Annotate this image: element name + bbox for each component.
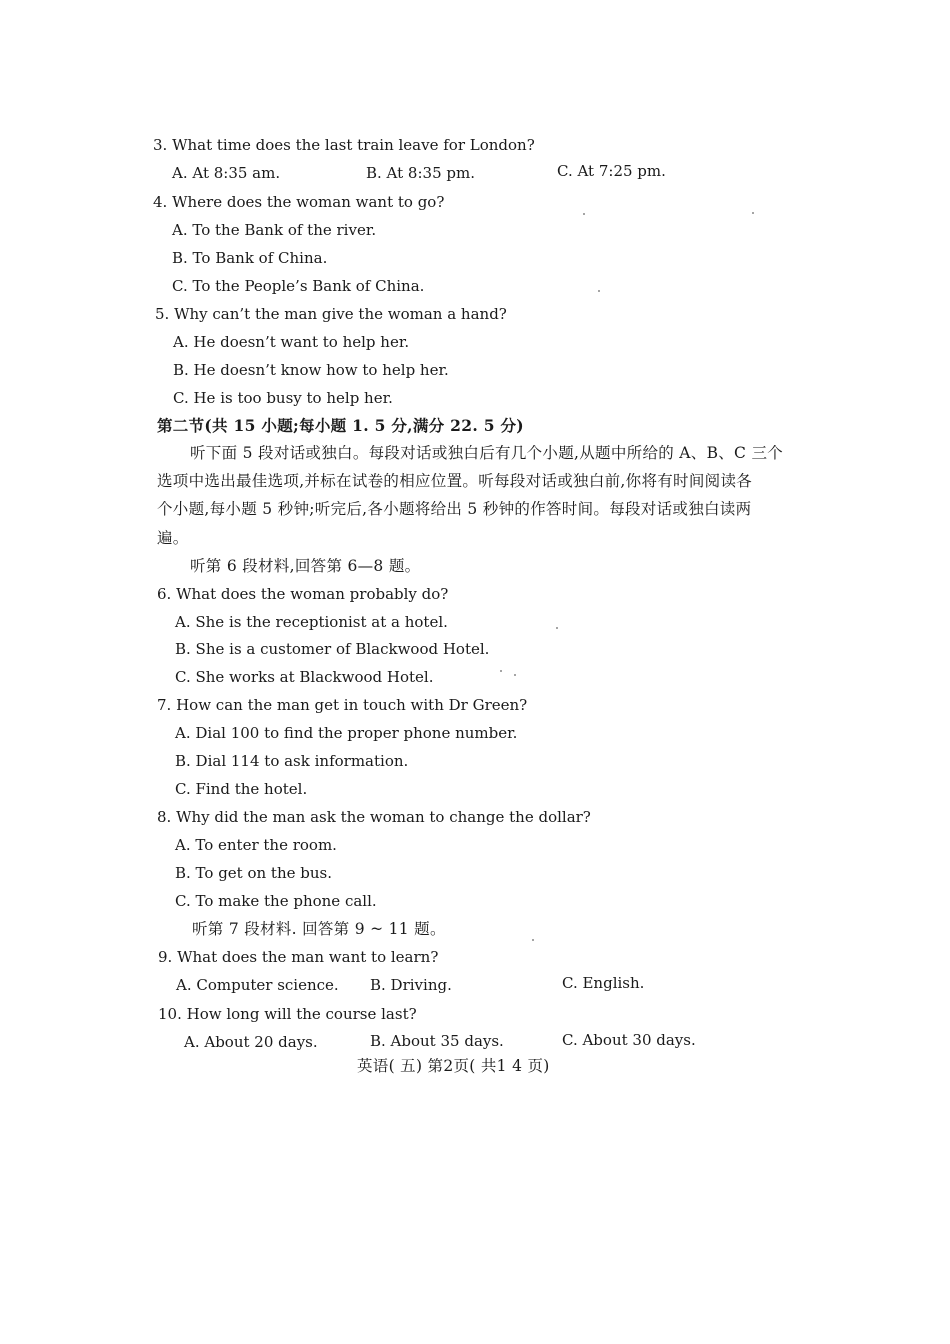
q8-option-b: B. To get on the bus. xyxy=(175,864,332,882)
q3-option-c: C. At 7:25 pm. xyxy=(557,162,666,180)
q5-stem: 5. Why can’t the man give the woman a hand? xyxy=(155,305,507,323)
q3-option-b: B. At 8:35 pm. xyxy=(366,164,475,182)
q6-option-a: A. She is the receptionist at a hotel. xyxy=(175,613,448,631)
q6-option-c: C. She works at Blackwood Hotel. xyxy=(175,668,434,686)
scan-speck xyxy=(583,213,585,215)
q5-option-c: C. He is too busy to help her. xyxy=(173,389,393,407)
q7-option-b: B. Dial 114 to ask information. xyxy=(175,752,409,770)
q7-stem: 7. How can the man get in touch with Dr Green? xyxy=(157,696,528,714)
passage6-heading: 听第 6 段材料,回答第 6—8 题。 xyxy=(190,557,421,575)
q5-option-b: B. He doesn’t know how to help her. xyxy=(173,361,449,379)
q8-stem: 8. Why did the man ask the woman to change the dollar? xyxy=(157,808,591,826)
q10-stem: 10. How long will the course last? xyxy=(158,1005,417,1023)
scan-speck xyxy=(500,670,502,672)
scan-speck xyxy=(752,212,754,214)
q3-option-a: A. At 8:35 am. xyxy=(172,164,281,182)
q10-option-b: B. About 35 days. xyxy=(370,1032,504,1050)
q4-option-c: C. To the People’s Bank of China. xyxy=(172,277,425,295)
q8-option-a: A. To enter the room. xyxy=(175,836,337,854)
scan-speck xyxy=(598,290,600,292)
q3-stem: 3. What time does the last train leave for London? xyxy=(153,136,535,154)
section2-instruction-line1: 听下面 5 段对话或独白。每段对话或独白后有几个小题,从题中所给的 A、B、C 三个 xyxy=(190,444,784,462)
section2-instruction-line4: 遍。 xyxy=(157,529,189,547)
q8-option-c: C. To make the phone call. xyxy=(175,892,377,910)
q7-option-c: C. Find the hotel. xyxy=(175,780,308,798)
page-footer: 英语( 五) 第2页( 共1 4 页) xyxy=(357,1057,550,1075)
scan-speck xyxy=(514,674,516,676)
scan-speck xyxy=(556,627,558,629)
scan-speck xyxy=(532,939,534,941)
q7-option-a: A. Dial 100 to find the proper phone number. xyxy=(175,724,518,742)
q10-option-c: C. About 30 days. xyxy=(562,1031,696,1049)
q9-option-b: B. Driving. xyxy=(370,976,452,994)
passage7-heading: 听第 7 段材料. 回答第 9 ~ 11 题。 xyxy=(192,920,446,938)
section2-instruction-line3: 个小题,每小题 5 秒钟;听完后,各小题将给出 5 秒钟的作答时间。每段对话或独白读两 xyxy=(157,500,752,518)
q6-option-b: B. She is a customer of Blackwood Hotel. xyxy=(175,640,490,658)
q9-option-c: C. English. xyxy=(562,974,645,992)
q9-stem: 9. What does the man want to learn? xyxy=(158,948,439,966)
q10-option-a: A. About 20 days. xyxy=(184,1033,318,1051)
q4-stem: 4. Where does the woman want to go? xyxy=(153,193,445,211)
q4-option-a: A. To the Bank of the river. xyxy=(172,221,377,239)
section2-heading: 第二节(共 15 小题;每小题 1. 5 分,满分 22. 5 分) xyxy=(157,416,524,435)
q9-option-a: A. Computer science. xyxy=(176,976,339,994)
q4-option-b: B. To Bank of China. xyxy=(172,249,328,267)
q6-stem: 6. What does the woman probably do? xyxy=(157,585,449,603)
q5-option-a: A. He doesn’t want to help her. xyxy=(173,333,410,351)
section2-instruction-line2: 选项中选出最佳选项,并标在试卷的相应位置。听每段对话或独白前,你将有时间阅读各 xyxy=(157,472,753,490)
